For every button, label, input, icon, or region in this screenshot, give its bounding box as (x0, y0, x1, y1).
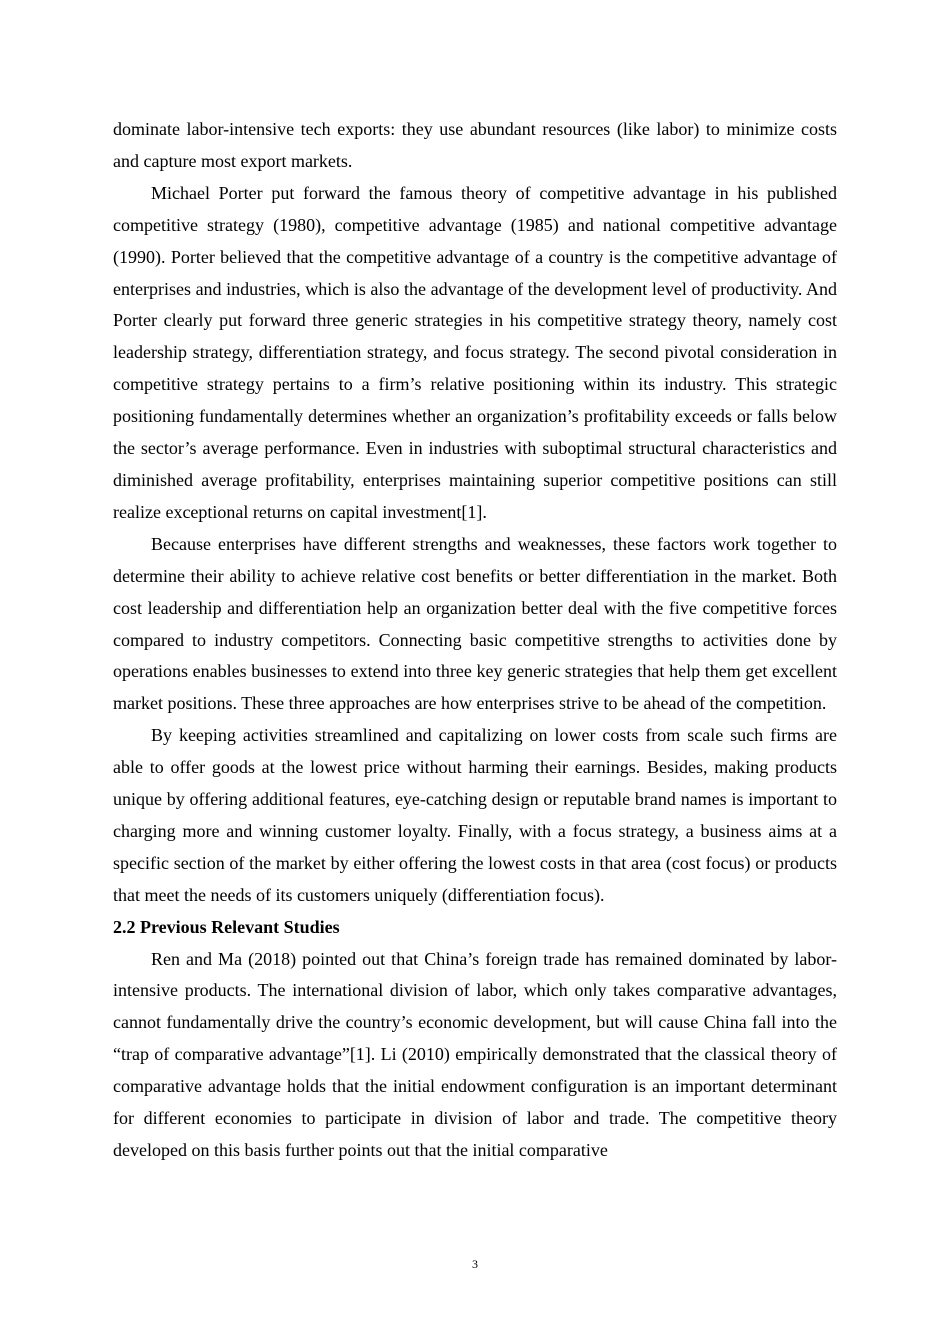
page-body (113, 114, 837, 1167)
paragraph-porter-theory: Michael Porter put forward the famous theory of competitive advantage in his published competitive strategy (1980), competitive advantage (1985) and national competitive advantage (1990). Porter believed that the competitive advantage of a country is the competitive advantage of enterprises and industries, which is also the advantage of the development level of productivity. And Porter clearly put forward three generic strategies in his competitive strategy theory, namely cost leadership strategy, differentiation strategy, and focus strategy. The second pivotal consideration in competitive strategy pertains to a firm’s relative positioning within its industry. This strategic positioning fundamentally determines whether an organization’s profitability exceeds or falls below the sector’s average performance. Even in industries with suboptimal structural characteristics and diminished average profitability, enterprises maintaining superior competitive positions can still realize exceptional returns on capital investment[1]. (113, 182, 837, 522)
section-heading: 2.2 Previous Relevant Studies (113, 916, 340, 937)
page-number: 3 (472, 1257, 478, 1271)
paragraph-strengths-weaknesses: Because enterprises have different strengths and weaknesses, these factors work together to determine their ability to achieve relative cost benefits or better differentiation in the market. Both cost leadership and differentiation help an organization better deal with the five competitive forces compared to industry competitors. Connecting basic competitive strengths to activities done by operations enables businesses to extend into three key generic strategies that help them get excellent market positions. These three approaches are how enterprises strive to be ahead of the competition. (113, 533, 837, 714)
paragraph-continued: dominate labor-intensive tech exports: they use abundant resources (like labor) to minimize costs and capture most export markets. (113, 119, 837, 171)
paragraph-previous-studies: Ren and Ma (2018) pointed out that China’s foreign trade has remained dominated by labor-intensive products. The international division of labor, which only takes comparative advantages, cannot fundamentally drive the country’s economic development, but will cause China fall into the “trap of comparative advantage”[1]. Li (2010) empirically demonstrated that the classical theory of comparative advantage holds that the initial endowment configuration is an important determinant for different economies to participate in division of labor and trade. The competitive theory developed on this basis further points out that the initial comparative (113, 948, 837, 1160)
paragraph-generic-strategies: By keeping activities streamlined and capitalizing on lower costs from scale such firms are able to offer goods at the lowest price without harming their earnings. Besides, making products unique by offering additional features, eye-catching design or reputable brand names is important to charging more and winning customer loyalty. Finally, with a focus strategy, a business aims at a specific section of the market by either offering the lowest costs in that area (cost focus) or products that meet the needs of its customers uniquely (differentiation focus). (113, 725, 837, 905)
